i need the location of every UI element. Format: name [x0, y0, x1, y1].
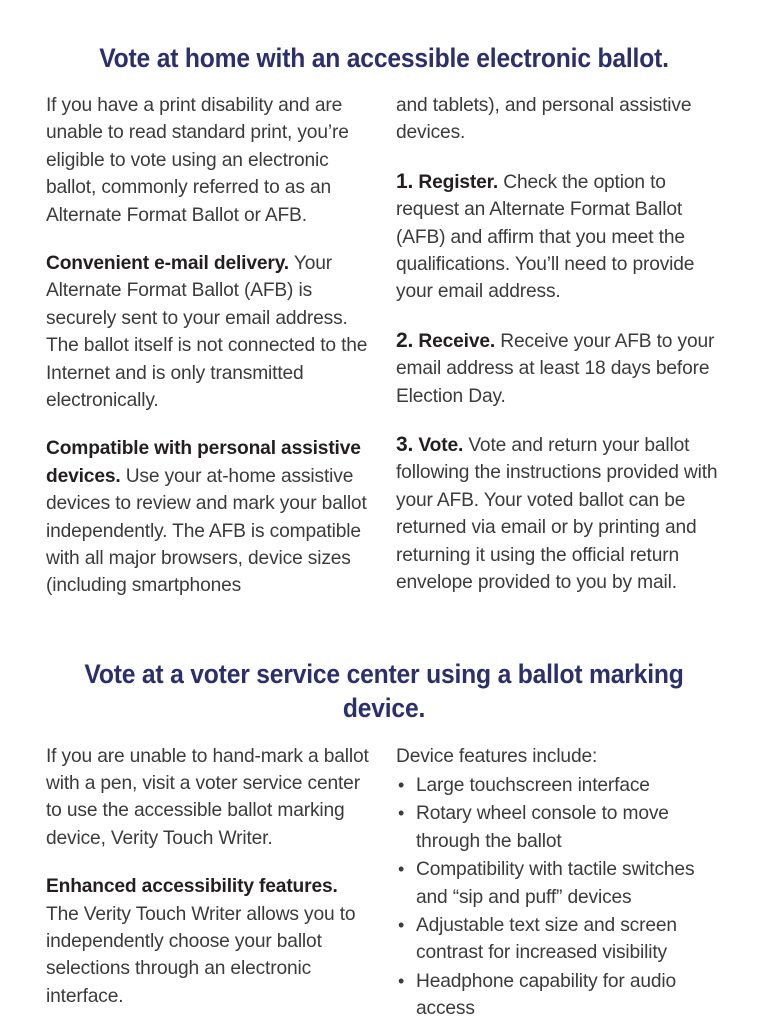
step-1-register: [396, 168, 720, 306]
list-item-label: Headphone capability for audio access: [416, 970, 677, 1020]
step-label: Register.: [418, 171, 499, 193]
step-3-vote: [396, 431, 720, 596]
list-item: [396, 856, 720, 911]
section-1-columns: [46, 92, 722, 600]
paragraph-text: Use your at-home assistive devices to review and mark your ballot independently. The AFB is compatible with all major browsers, device sizes (including smartphones: [46, 465, 367, 597]
paragraph-intro-bmd: [46, 743, 370, 853]
section-1-right-column: [396, 92, 720, 597]
step-number: 3.: [396, 432, 414, 456]
paragraph-lead: Convenient e-mail delivery.: [46, 252, 289, 274]
list-item: [396, 968, 720, 1023]
list-item-label: Compatibility with tactile switches and “sip and puff” devices: [416, 859, 695, 908]
section-2-right-column: [396, 743, 720, 1024]
paragraph-continuation-devices: [396, 92, 720, 147]
bullet-icon: •: [398, 970, 405, 991]
list-item-label: Rotary wheel console to move through the ballot: [416, 803, 669, 852]
paragraph-enhanced-accessibility: [46, 873, 370, 1010]
section-1-left-column: [46, 92, 370, 600]
section-2-left-column: [46, 743, 370, 1011]
section-2-heading-wrapper: [46, 644, 722, 726]
paragraph-text: The Verity Touch Writer allows you to independently choose your ballot selections through an electronic interface.: [46, 903, 356, 1007]
paragraph-text: and tablets), and personal assistive devices.: [396, 94, 692, 144]
paragraph-lead: Compatible with personal assistive devices.: [46, 438, 361, 487]
paragraph-text: Your Alternate Format Ballot (AFB) is securely sent to your email address. The ballot itself is not connected to the Internet and is only transmitted electronically.: [46, 252, 368, 411]
paragraph-compatible-devices: [46, 435, 370, 599]
bullet-icon: •: [398, 859, 405, 880]
section-2-columns: [46, 743, 722, 1024]
step-2-receive: [396, 327, 720, 410]
list-item-label: Large touchscreen interface: [416, 775, 650, 797]
section-1-heading-wrapper: [46, 0, 722, 76]
paragraph-lead: Enhanced accessibility features.: [46, 876, 338, 898]
paragraph-text: If you are unable to hand-mark a ballot with a pen, visit a voter service center to use the accessible ballot marking device, Verity Touch Writer.: [46, 745, 369, 849]
paragraph-text: If you have a print disability and are unable to read standard print, you’re eligible to vote using an electronic ballot, commonly referred to as an Alternate Format Ballot or AFB.: [46, 94, 349, 226]
bullet-icon: •: [398, 803, 405, 824]
step-text: Vote and return your ballot following the instructions provided with your AFB. Your voted ballot can be returned via email or by printing and returning it using the official return envelope provided to you by mail.: [396, 434, 718, 593]
step-text: Receive your AFB to your email address at least 18 days before Election Day.: [396, 330, 715, 407]
list-item: [396, 800, 720, 855]
section-1-heading: Vote at home with an accessible electronic ballot.: [99, 43, 669, 73]
bullet-icon: •: [398, 915, 405, 936]
step-number: 1.: [396, 169, 414, 193]
section-2: [46, 644, 722, 1024]
list-item-label: Adjustable text size and screen contrast for increased visibility: [416, 915, 677, 964]
step-text: Check the option to request an Alternate Format Ballot (AFB) and affirm that you meet the qualifications. You’ll need to provide your email address.: [396, 171, 695, 303]
paragraph-intro-afb: [46, 92, 370, 229]
section-2-heading: Vote at a voter service center using a ballot marking device.: [84, 658, 684, 723]
device-features-intro: Device features include:: [396, 745, 598, 767]
step-label: Vote.: [418, 434, 464, 456]
device-features-list: [396, 772, 720, 1023]
step-label: Receive.: [418, 330, 496, 352]
bullet-icon: •: [398, 775, 405, 796]
paragraph-convenient-email: [46, 250, 370, 414]
list-item: [396, 912, 720, 967]
list-item: [396, 772, 720, 799]
step-number: 2.: [396, 328, 414, 352]
